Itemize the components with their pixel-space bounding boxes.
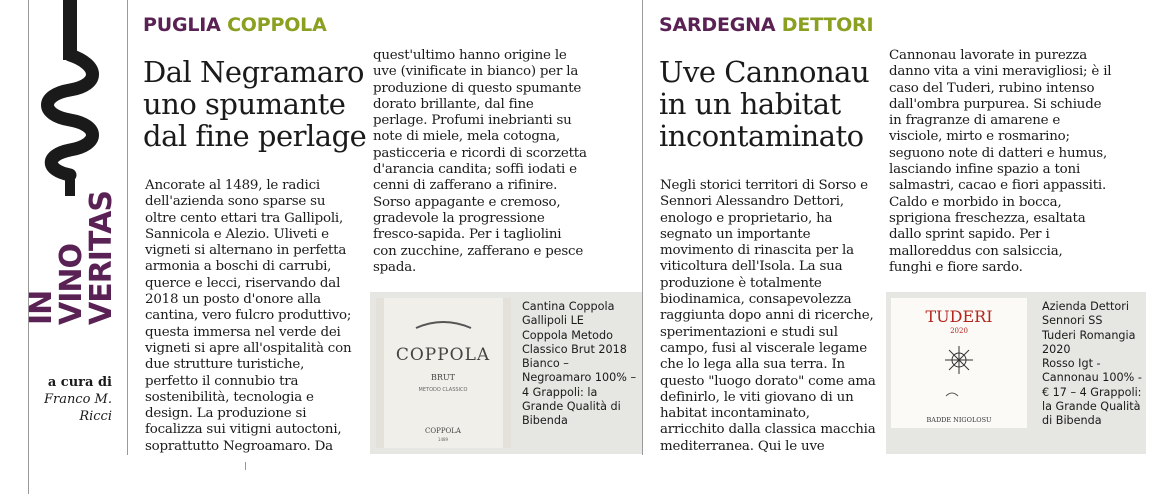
- left-article-kicker: [143, 14, 327, 36]
- column-title-line2: VERITAS: [84, 191, 119, 325]
- column-title-line1: IN VINO: [24, 244, 89, 325]
- coppola-small-brand-text: COPPOLA: [425, 427, 461, 435]
- curator-name: Franco M. Ricci: [43, 392, 112, 424]
- left-region: PUGLIA: [143, 14, 221, 36]
- left-headline: Dal Negramaro uno spumante dal fine perlage: [143, 55, 367, 153]
- column-title: [24, 191, 119, 325]
- right-wine-caption: Azienda Dettori Sennori SS Tuderi Romangia 2020 Rosso Igt - Cannonau 100% - € 17 – 4 Grappoli: la Grande Qualità di Bibenda: [1042, 300, 1142, 428]
- left-body-col1: Ancorate al 1489, le radici dell'azienda sono sparse su oltre cento ettari tra Gallipoli, Sannicola e Alezio. Uliveti e vigneti si alternano in perfetta armonia a boschi di carrubi, querce e lecci, riservando dal 2018 un posto d'onore alla cantina, vero fulcro produttivo; questa immersa nel verde dei vigneti si apre all'ospitalità con due strutture turistiche, perfetto il connubio tra sostenibilità, tecnologia e design. La produzione si focalizza sui vitigni autoctoni, soprattutto Negroamaro. Da: [145, 178, 352, 454]
- left-wine-infobox: [370, 292, 642, 454]
- tuderi-year-text: 2020: [950, 327, 968, 335]
- wine-bottle-corkscrew-icon: [40, 0, 100, 200]
- tuderi-label-image: [891, 298, 1027, 428]
- coppola-label-image: [376, 298, 511, 448]
- left-body-col2: quest'ultimo hanno origine le uve (vinificate in bianco) per la produzione di questo spumante dorato brillante, dal fine perlage. Profumi inebrianti su note di miele, mela cotogna, pasticceria e ricordi di scorzetta d'arancia candita; soffi iodati e cenni di zafferano a rifinire. Sorso appagante e cremoso, gradevole la progressione fresco-sapida. Per i tagliolini con zucchine, zafferano e pesce spada.: [373, 48, 587, 275]
- curator-byline: [30, 374, 112, 425]
- coppola-method-text: METODO CLASSICO: [418, 387, 468, 393]
- article-divider-rule: [642, 0, 643, 455]
- right-headline: Uve Cannonau in un habitat incontaminato: [659, 55, 870, 153]
- right-article-kicker: [659, 14, 873, 36]
- right-wine-infobox: [886, 292, 1146, 454]
- page-tick-mark: [245, 462, 246, 470]
- coppola-brand-text: COPPOLA: [395, 345, 491, 365]
- right-region: SARDEGNA: [659, 14, 776, 36]
- tuderi-maker-text: BADDE NIGOLOSU: [926, 416, 992, 424]
- right-producer: DETTORI: [781, 14, 874, 36]
- left-producer: COPPOLA: [227, 14, 327, 36]
- right-body-col2: Cannonau lavorate in purezza danno vita a vini meravigliosi; è il caso del Tuderi, rubino intenso dall'ombra purpurea. Si schiude in fragranze di amarene e visciole, mirto e rosmarino; seguono note di datteri e humus, lasciando infine spazio a toni salmastri, cacao e fiori appassiti. Caldo e morbido in bocca, sprigiona freschezza, esaltata dallo sprint sapido. Per i malloreddus con salsiccia, funghi e fiore sardo.: [889, 48, 1112, 275]
- column-divider-rule: [127, 0, 128, 455]
- coppola-year-text: 1489: [437, 437, 449, 442]
- coppola-type-text: BRUT: [431, 373, 455, 382]
- curator-label: a cura di: [47, 375, 112, 390]
- tuderi-brand-text: TUDERI: [925, 307, 993, 326]
- left-wine-caption: Cantina Coppola Gallipoli LE Coppola Metodo Classico Brut 2018 Bianco – Negroamaro 100% – 4 Grappoli: la Grande Qualità di Bibenda: [522, 300, 637, 428]
- right-body-col1: Negli storici territori di Sorso e Sennori Alessandro Dettori, enologo e proprietario, ha segnato un importante movimento di rinascita per la viticoltura dell'Isola. La sua produzione è totalmente biodinamica, consapevolezza raggiunta dopo anni di ricerche, sperimentazioni e studi sul campo, fusi al viscerale legame che lo lega alla sua terra. In questo "luogo dorato" come ama definirlo, le viti giovano di un habitat incontaminato, arricchito dalla classica macchia mediterranea. Qui le uve: [660, 178, 876, 454]
